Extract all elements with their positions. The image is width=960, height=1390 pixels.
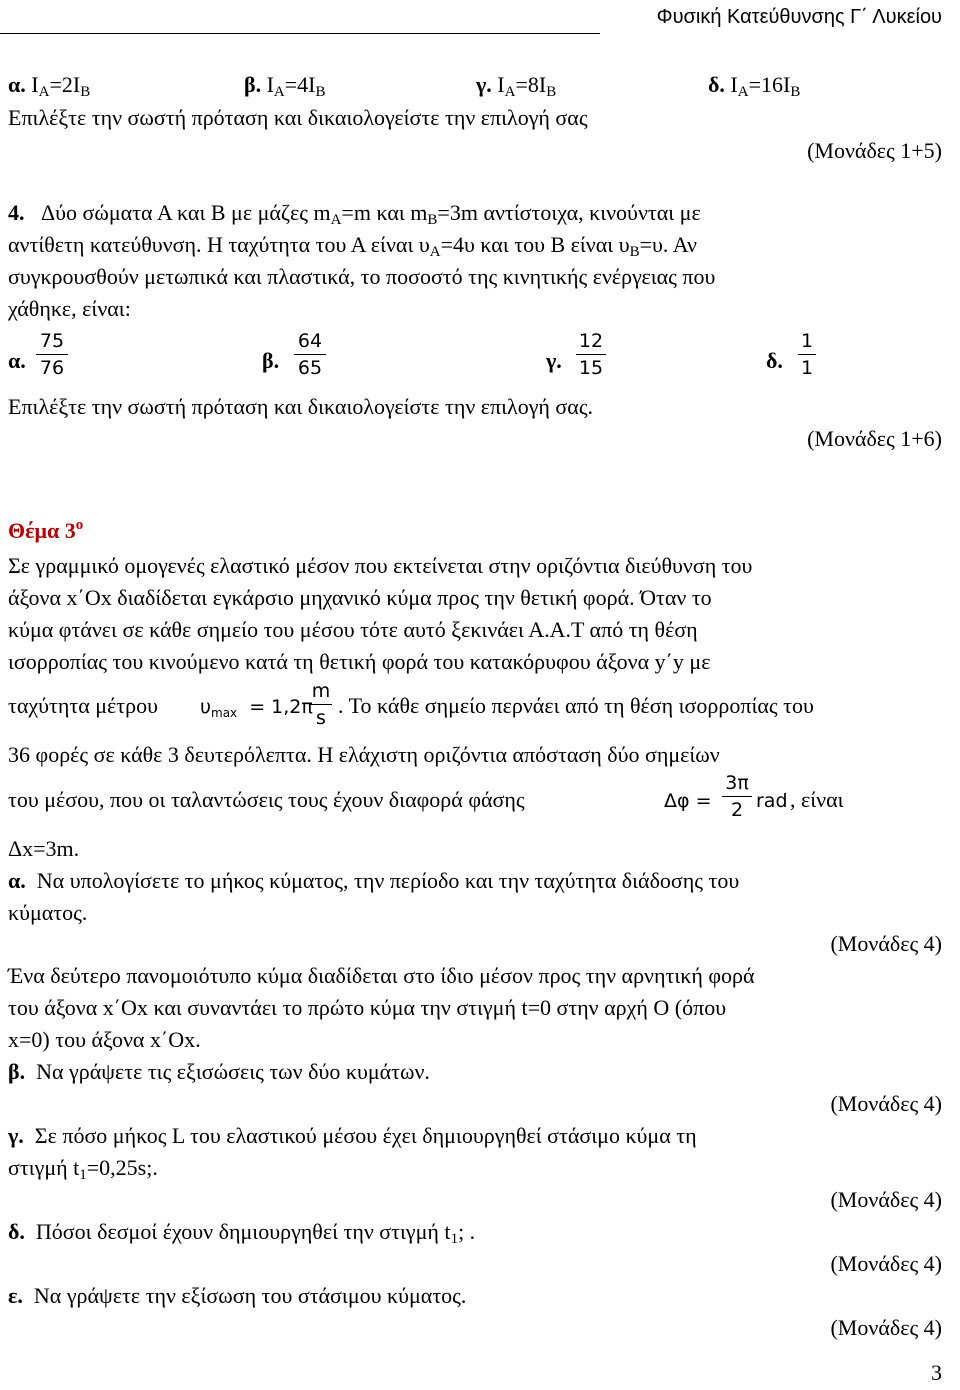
page-number: 3 [931,1360,942,1385]
question-e-marks: (Μονάδες 4) [830,1315,942,1340]
paragraph-line-2: του άξονα x΄Ox και συναντάει το πρώτο κύμα την στιγμή t=0 στην αρχή Ο (όπου [8,995,727,1020]
question-b-marks: (Μονάδες 4) [830,1091,942,1116]
theme-line-6: 36 φορές σε κάθε 3 δευτερόλεπτα. Η ελάχιστη οριζόντια απόσταση δύο σημείων [8,742,720,767]
q4-option-d-label: δ. [766,348,783,373]
q4-option-a-label: α. [8,348,26,373]
q4-option-d-fraction: $\frac{1}{1}$ [798,330,816,379]
q3-option-b: β. $I_A=4I_B$ [244,72,326,100]
theme-line-4: ισορροπίας του κινούμενο κατά τη θετική φορά του κατακόρυφου άξονα y΄y με [8,649,711,674]
theme-title: Θέμα $3^o$ [8,517,84,543]
question-a-cont: κύματος. [8,900,88,925]
theme-line-5b: . Το κάθε σημείο περνάει από τη θέση ισορροπίας του [338,693,814,718]
q4-option-b-fraction: $\frac{64}{65}$ [294,330,326,379]
dphi-fraction: $\frac{3\pi}{2}$ [722,772,752,821]
theme-line-5a: ταχύτητα μέτρου [8,693,158,718]
q4-instruction: Επιλέξτε την σωστή πρόταση και δικαιολογείστε την επιλογή σας. [8,394,594,419]
question-c: γ. Σε πόσο μήκος L του ελαστικού μέσου έχει δημιουργηθεί στάσιμο κύμα τη [8,1123,697,1148]
question-e: ε. Να γράψετε την εξίσωση του στάσιμου κύματος. [8,1283,467,1308]
question-c-marks: (Μονάδες 4) [830,1187,942,1212]
theme-line-8: Δx=3m. [8,836,80,861]
paragraph-line-1: Ένα δεύτερο πανομοιότυπο κύμα διαδίδεται στο ίδιο μέσον προς την αρνητική φορά [8,963,755,988]
q4-option-a-fraction: $\frac{75}{76}$ [36,330,68,379]
theme-line-2: άξονα x΄Ox διαδίδεται εγκάρσιο μηχανικό κύμα προς την θετική φορά. Όταν το [8,585,712,610]
q4-line-4: χάθηκε, είναι: [8,296,131,321]
q3-option-d: δ. $I_A=16I_B$ [708,72,801,100]
dphi-unit: rad [756,790,788,812]
q4-option-b-label: β. [262,348,280,373]
question-a: α. Να υπολογίσετε το μήκος κύματος, την περίοδο και την ταχύτητα διάδοσης του [8,868,740,893]
q3-marks: (Μονάδες 1+5) [807,138,942,163]
theme-line-1: Σε γραμμικό ομογενές ελαστικό μέσον που εκτείνεται στην οριζόντια διεύθυνση του [8,553,753,578]
question-d-marks: (Μονάδες 4) [830,1251,942,1276]
q4-option-c-label: γ. [546,348,562,373]
theme-line-7a: του μέσου, που οι ταλαντώσεις τους έχουν διαφορά φάσης [8,787,525,812]
q3-instruction: Επιλέξτε την σωστή πρόταση και δικαιολογείστε την επιλογή σας [8,105,588,130]
question-d: δ. Πόσοι δεσμοί έχουν δημιουργηθεί την στιγμή $t_1$; . [8,1219,476,1247]
dphi-expression: Δφ = [664,790,712,812]
q3-option-c: γ. $I_A=8I_B$ [476,72,557,100]
q4-line-1: 4. Δύο σώματα Α και Β με μάζες $m_A=m$ και $m_B=3m$ αντίστοιχα, κινούνται με [8,200,701,228]
q3-option-a: α. $I_A=2I_B$ [8,72,91,100]
q4-line-3: συγκρουσθούν μετωπικά και πλαστικά, το ποσοστό της κινητικής ενέργειας που [8,264,716,289]
header-title: Φυσική Κατεύθυνσης Γ΄ Λυκείου [656,6,942,28]
vmax-expression: $\upsilon_{max} = 1,2\pi$ [200,696,313,720]
question-b: β. Να γράψετε τις εξισώσεις των δύο κυμάτων. [8,1059,430,1084]
header-rule [0,33,600,34]
q4-line-2: αντίθετη κατεύθυνση. Η ταχύτητα του Α είναι $\upsilon_A=4\upsilon$ και του Β είναι $\upsilon_B=\upsilon$. Αν [8,232,697,260]
theme-line-7b: , είναι [790,787,844,812]
question-a-marks: (Μονάδες 4) [830,931,942,956]
paragraph-line-3: x=0) του άξονα x΄Ox. [8,1027,201,1052]
q4-marks: (Μονάδες 1+6) [807,426,942,451]
vmax-unit-fraction: $\frac{m}{s}$ [311,680,331,729]
q4-option-c-fraction: $\frac{12}{15}$ [576,330,606,379]
question-c-cont: στιγμή $t_1=0,25s$;. [8,1155,158,1183]
theme-line-3: κύμα φτάνει σε κάθε σημείο του μέσου τότε αυτό ξεκινάει Α.Α.Τ από τη θέση [8,617,698,642]
